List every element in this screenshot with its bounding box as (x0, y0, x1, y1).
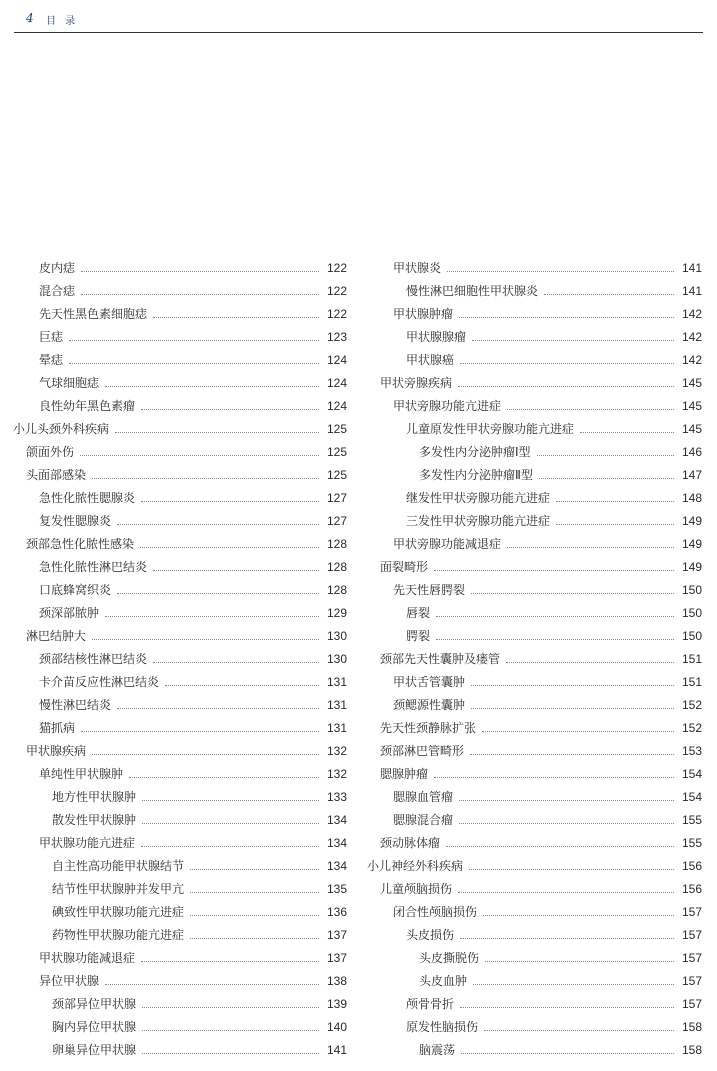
dot-leader (141, 960, 319, 962)
dot-leader (105, 615, 319, 617)
toc-entry-title: 地方性甲状腺肿 (52, 790, 137, 804)
toc-entry[interactable] (13, 763, 347, 786)
toc-entry[interactable] (13, 947, 347, 970)
toc-entry[interactable] (367, 855, 702, 878)
toc-entry-title: 颈部急性化脓性感染 (26, 537, 135, 551)
dot-leader (141, 408, 319, 410)
toc-right-column (367, 257, 702, 1062)
toc-entry-title: 甲状腺功能减退症 (39, 951, 136, 965)
toc-entry-title: 甲状旁腺疾病 (380, 376, 453, 390)
toc-entry[interactable] (367, 326, 702, 349)
toc-entry-page: 149 (681, 514, 702, 528)
toc-entry-title: 甲状旁腺功能减退症 (393, 537, 502, 551)
dot-leader (469, 868, 674, 870)
toc-entry-page: 151 (681, 652, 702, 666)
toc-entry-page: 158 (681, 1020, 702, 1034)
dot-leader (80, 454, 319, 456)
toc-entry-page: 134 (326, 813, 347, 827)
toc-entry[interactable] (13, 418, 347, 441)
toc-entry-page: 137 (326, 951, 347, 965)
toc-entry[interactable] (367, 1016, 702, 1039)
dot-leader (105, 983, 319, 985)
toc-entry-page: 132 (326, 767, 347, 781)
toc-entry-title: 晕痣 (39, 353, 64, 367)
dot-leader (117, 523, 319, 525)
dot-leader (117, 707, 319, 709)
toc-entry-title: 淋巴结肿大 (26, 629, 87, 643)
toc-entry[interactable] (367, 602, 702, 625)
dot-leader (129, 776, 319, 778)
toc-entry[interactable] (13, 372, 347, 395)
dot-leader (556, 500, 674, 502)
toc-entry-page: 140 (326, 1020, 347, 1034)
dot-leader (69, 339, 319, 341)
toc-entry[interactable] (13, 303, 347, 326)
toc-entry-page: 156 (681, 859, 702, 873)
toc-entry-title: 巨痣 (39, 330, 64, 344)
toc-entry-title: 甲状腺炎 (393, 261, 442, 275)
toc-entry[interactable] (367, 441, 702, 464)
toc-entry[interactable] (367, 510, 702, 533)
toc-entry-title: 腭裂 (406, 629, 431, 643)
toc-entry[interactable] (367, 487, 702, 510)
toc-entry-page: 124 (326, 353, 347, 367)
toc-entry-title: 口底蜂窝织炎 (39, 583, 112, 597)
toc-entry-page: 141 (681, 261, 702, 275)
toc-entry-title: 散发性甲状腺肿 (52, 813, 137, 827)
toc-entry-page: 128 (326, 560, 347, 574)
toc-entry[interactable] (13, 602, 347, 625)
dot-leader (81, 730, 319, 732)
toc-entry-title: 颈部先天性囊肿及瘘管 (380, 652, 501, 666)
toc-entry-title: 三发性甲状旁腺功能亢进症 (406, 514, 551, 528)
toc-entry-page: 155 (681, 813, 702, 827)
dot-leader (142, 1029, 319, 1031)
toc-entry-page: 133 (326, 790, 347, 804)
toc-entry-page: 129 (326, 606, 347, 620)
toc-entry-page: 131 (326, 721, 347, 735)
toc-entry[interactable] (367, 740, 702, 763)
toc-entry-title: 结节性甲状腺肿并发甲亢 (52, 882, 185, 896)
toc-entry-page: 130 (326, 629, 347, 643)
dot-leader (153, 316, 319, 318)
toc-entry-title: 头皮撕脱伤 (419, 951, 480, 965)
section-title: 目 录 (46, 16, 79, 27)
dot-leader (117, 592, 319, 594)
toc-entry-page: 138 (326, 974, 347, 988)
dot-leader (81, 270, 319, 272)
dot-leader (92, 477, 319, 479)
toc-entry-page: 153 (681, 744, 702, 758)
dot-leader (471, 684, 674, 686)
dot-leader (141, 500, 319, 502)
toc-entry[interactable] (367, 878, 702, 901)
toc-entry-title: 颈动脉体瘤 (380, 836, 441, 850)
toc-entry[interactable] (367, 694, 702, 717)
dot-leader (434, 776, 674, 778)
dot-leader (446, 845, 674, 847)
toc-entry[interactable] (13, 257, 347, 280)
toc-entry-title: 药物性甲状腺功能亢进症 (52, 928, 185, 942)
dot-leader (460, 1006, 674, 1008)
toc-entry-title: 急性化脓性淋巴结炎 (39, 560, 148, 574)
toc-entry-page: 157 (681, 997, 702, 1011)
toc-entry-title: 颈部结核性淋巴结炎 (39, 652, 148, 666)
toc-entry[interactable] (367, 464, 702, 487)
toc-entry-page: 157 (681, 905, 702, 919)
toc-entry-title: 甲状腺肿瘤 (393, 307, 454, 321)
toc-entry-page: 150 (681, 629, 702, 643)
dot-leader (142, 822, 319, 824)
dot-leader (115, 431, 319, 433)
toc-entry-title: 碘致性甲状腺功能亢进症 (52, 905, 185, 919)
toc-entry-page: 122 (326, 284, 347, 298)
toc-entry[interactable] (13, 533, 347, 556)
toc-entry-title: 甲状舌管囊肿 (393, 675, 466, 689)
dot-leader (458, 891, 674, 893)
toc-entry[interactable] (367, 533, 702, 556)
dot-leader (69, 362, 319, 364)
toc-entry-page: 142 (681, 330, 702, 344)
dot-leader (470, 753, 674, 755)
toc-entry[interactable] (13, 901, 347, 924)
dot-leader (190, 914, 319, 916)
toc-entry[interactable] (367, 280, 702, 303)
toc-entry[interactable] (13, 924, 347, 947)
toc-entry-page: 145 (681, 399, 702, 413)
toc-entry-title: 头皮损伤 (406, 928, 455, 942)
toc-entry[interactable] (13, 717, 347, 740)
toc-entry-title: 多发性内分泌肿瘤Ⅰ型 (419, 445, 531, 459)
dot-leader (105, 385, 319, 387)
dot-leader (459, 799, 674, 801)
toc-entry[interactable] (367, 832, 702, 855)
toc-entry-page: 131 (326, 698, 347, 712)
toc-entry[interactable] (13, 395, 347, 418)
dot-leader (580, 431, 674, 433)
toc-entry-title: 颈鳃源性囊肿 (393, 698, 466, 712)
dot-leader (507, 408, 674, 410)
toc-entry[interactable] (367, 395, 702, 418)
toc-entry[interactable] (13, 349, 347, 372)
toc-entry[interactable] (367, 901, 702, 924)
toc-entry-page: 149 (681, 560, 702, 574)
toc-entry-page: 148 (681, 491, 702, 505)
toc-entry[interactable] (13, 878, 347, 901)
dot-leader (447, 270, 674, 272)
toc-entry[interactable] (13, 786, 347, 809)
toc-entry[interactable] (13, 855, 347, 878)
toc-entry-page: 142 (681, 307, 702, 321)
toc-entry-title: 小儿头颈外科疾病 (13, 422, 110, 436)
toc-entry-title: 卵巢异位甲状腺 (52, 1043, 137, 1057)
dot-leader (190, 868, 319, 870)
toc-entry-title: 颅骨骨折 (406, 997, 455, 1011)
dot-leader (460, 937, 674, 939)
dot-leader (190, 891, 319, 893)
toc-entry[interactable] (367, 372, 702, 395)
toc-entry-page: 128 (326, 583, 347, 597)
toc-entry[interactable] (13, 326, 347, 349)
toc-entry[interactable] (367, 717, 702, 740)
toc-entry-page: 157 (681, 974, 702, 988)
running-header (14, 10, 703, 33)
dot-leader (556, 523, 674, 525)
toc-entry-page: 123 (326, 330, 347, 344)
dot-leader (81, 293, 319, 295)
toc-entry-page: 125 (326, 445, 347, 459)
toc-entry-page: 142 (681, 353, 702, 367)
toc-entry[interactable] (13, 556, 347, 579)
toc-entry[interactable] (13, 694, 347, 717)
toc-entry-title: 颈深部脓肿 (39, 606, 100, 620)
toc-entry[interactable] (13, 1039, 347, 1062)
toc-entry-page: 157 (681, 951, 702, 965)
dot-leader (141, 845, 319, 847)
toc-entry-page: 150 (681, 606, 702, 620)
toc-entry-title: 甲状腺功能亢进症 (39, 836, 136, 850)
toc-entry-title: 良性幼年黑色素瘤 (39, 399, 136, 413)
dot-leader (142, 799, 319, 801)
toc-entry-page: 132 (326, 744, 347, 758)
toc-entry-page: 125 (326, 422, 347, 436)
toc-entry-title: 复发性腮腺炎 (39, 514, 112, 528)
toc-entry-title: 腮腺肿瘤 (380, 767, 429, 781)
dot-leader (92, 753, 319, 755)
toc-entry-title: 头皮血肿 (419, 974, 468, 988)
toc-entry-title: 颈部异位甲状腺 (52, 997, 137, 1011)
toc-entry[interactable] (367, 556, 702, 579)
toc-entry-title: 小儿神经外科疾病 (367, 859, 464, 873)
toc-entry[interactable] (13, 510, 347, 533)
toc-entry-title: 颈部淋巴管畸形 (380, 744, 465, 758)
toc-entry[interactable] (367, 1039, 702, 1062)
toc-entry-page: 152 (681, 721, 702, 735)
toc-entry-title: 腮腺血管瘤 (393, 790, 454, 804)
toc-entry-title: 脑震荡 (419, 1043, 456, 1057)
toc-entry[interactable] (13, 740, 347, 763)
dot-leader (140, 546, 319, 548)
toc-entry-title: 自主性高功能甲状腺结节 (52, 859, 185, 873)
toc-entry[interactable] (13, 625, 347, 648)
page-number: 4 (26, 11, 34, 25)
toc-entry-title: 甲状旁腺功能亢进症 (393, 399, 502, 413)
toc-entry-page: 151 (681, 675, 702, 689)
toc-entry-page: 124 (326, 399, 347, 413)
dot-leader (165, 684, 319, 686)
toc-entry[interactable] (367, 970, 702, 993)
toc-entry-page: 150 (681, 583, 702, 597)
toc-entry-page: 146 (681, 445, 702, 459)
dot-leader (471, 592, 674, 594)
toc-entry[interactable] (13, 993, 347, 1016)
toc-entry-title: 原发性脑损伤 (406, 1020, 479, 1034)
dot-leader (190, 937, 319, 939)
dot-leader (507, 546, 674, 548)
toc-entry[interactable] (367, 648, 702, 671)
toc-entry-title: 先天性黑色素细胞痣 (39, 307, 148, 321)
dot-leader (153, 569, 319, 571)
toc-entry-page: 145 (681, 376, 702, 390)
toc-entry[interactable] (367, 671, 702, 694)
toc-entry-title: 异位甲状腺 (39, 974, 100, 988)
toc-entry[interactable] (367, 993, 702, 1016)
toc-entry-title: 面裂畸形 (380, 560, 429, 574)
toc-entry-title: 先天性颈静脉扩张 (380, 721, 477, 735)
toc-entry[interactable] (13, 579, 347, 602)
dot-leader (434, 569, 674, 571)
toc-entry[interactable] (13, 464, 347, 487)
toc-entry[interactable] (13, 441, 347, 464)
toc-entry-title: 颌面外伤 (26, 445, 75, 459)
dot-leader (537, 454, 674, 456)
dot-leader (485, 960, 674, 962)
toc-entry-page: 139 (326, 997, 347, 1011)
toc-entry[interactable] (13, 671, 347, 694)
toc-entry-page: 134 (326, 836, 347, 850)
toc-entry[interactable] (367, 625, 702, 648)
toc-entry[interactable] (13, 1016, 347, 1039)
toc-entry-page: 156 (681, 882, 702, 896)
toc-entry-page: 137 (326, 928, 347, 942)
dot-leader (458, 385, 674, 387)
toc-entry[interactable] (13, 809, 347, 832)
dot-leader (506, 661, 674, 663)
toc-entry[interactable] (367, 349, 702, 372)
toc-entry-title: 混合痣 (39, 284, 76, 298)
dot-leader (459, 316, 674, 318)
toc-entry-title: 慢性淋巴细胞性甲状腺炎 (406, 284, 539, 298)
toc-entry[interactable] (367, 947, 702, 970)
toc-entry[interactable] (367, 418, 702, 441)
toc-entry-title: 儿童颅脑损伤 (380, 882, 453, 896)
toc-entry[interactable] (13, 648, 347, 671)
dot-leader (436, 615, 674, 617)
toc-entry[interactable] (367, 763, 702, 786)
dot-leader (544, 293, 674, 295)
toc-entry-page: 141 (681, 284, 702, 298)
dot-leader (459, 822, 674, 824)
toc-left-column (13, 257, 347, 1062)
dot-leader (482, 730, 674, 732)
dot-leader (153, 661, 319, 663)
toc-entry[interactable] (367, 924, 702, 947)
dot-leader (484, 1029, 674, 1031)
toc-entry-title: 急性化脓性腮腺炎 (39, 491, 136, 505)
toc-entry-page: 128 (326, 537, 347, 551)
toc-entry-page: 136 (326, 905, 347, 919)
toc-entry-page: 155 (681, 836, 702, 850)
toc-entry-page: 127 (326, 514, 347, 528)
toc-entry-page: 131 (326, 675, 347, 689)
toc-entry-page: 141 (326, 1043, 347, 1057)
dot-leader (483, 914, 674, 916)
toc-entry[interactable] (367, 257, 702, 280)
toc-entry-title: 腮腺混合瘤 (393, 813, 454, 827)
toc-entry-title: 气球细胞痣 (39, 376, 100, 390)
toc-entry-title: 慢性淋巴结炎 (39, 698, 112, 712)
toc-entry-title: 唇裂 (406, 606, 431, 620)
toc-entry-page: 125 (326, 468, 347, 482)
toc-entry-page: 124 (326, 376, 347, 390)
toc-entry-page: 158 (681, 1043, 702, 1057)
dot-leader (460, 362, 674, 364)
toc-entry[interactable] (13, 280, 347, 303)
toc-entry-title: 皮内痣 (39, 261, 76, 275)
dot-leader (142, 1052, 319, 1054)
toc-entry[interactable] (367, 786, 702, 809)
toc-entry-page: 134 (326, 859, 347, 873)
toc-entry-page: 122 (326, 261, 347, 275)
dot-leader (142, 1006, 319, 1008)
dot-leader (472, 339, 674, 341)
toc-entry-title: 闭合性颅脑损伤 (393, 905, 478, 919)
toc-entry-title: 单纯性甲状腺肿 (39, 767, 124, 781)
toc-entry-page: 154 (681, 767, 702, 781)
toc-entry-page: 157 (681, 928, 702, 942)
toc-entry-title: 甲状腺腺瘤 (406, 330, 467, 344)
toc-entry-title: 多发性内分泌肿瘤Ⅱ型 (419, 468, 533, 482)
dot-leader (461, 1052, 674, 1054)
toc-entry-title: 甲状腺癌 (406, 353, 455, 367)
toc-entry[interactable] (367, 579, 702, 602)
toc-entry-page: 127 (326, 491, 347, 505)
toc-entry[interactable] (367, 809, 702, 832)
dot-leader (436, 638, 674, 640)
toc-entry-page: 149 (681, 537, 702, 551)
toc-entry-page: 147 (681, 468, 702, 482)
dot-leader (473, 983, 674, 985)
toc-entry-page: 130 (326, 652, 347, 666)
toc-entry[interactable] (13, 832, 347, 855)
toc-entry-title: 甲状腺疾病 (26, 744, 87, 758)
toc-entry-page: 152 (681, 698, 702, 712)
dot-leader (539, 477, 674, 479)
toc-entry-title: 卡介苗反应性淋巴结炎 (39, 675, 160, 689)
toc-entry[interactable] (13, 970, 347, 993)
toc-entry-title: 先天性唇腭裂 (393, 583, 466, 597)
toc-entry[interactable] (367, 303, 702, 326)
dot-leader (471, 707, 674, 709)
dot-leader (92, 638, 319, 640)
toc-entry-title: 儿童原发性甲状旁腺功能亢进症 (406, 422, 575, 436)
toc-entry-page: 122 (326, 307, 347, 321)
toc-entry-title: 胸内异位甲状腺 (52, 1020, 137, 1034)
toc-entry-title: 继发性甲状旁腺功能亢进症 (406, 491, 551, 505)
toc-entry[interactable] (13, 487, 347, 510)
toc-entry-title: 头面部感染 (26, 468, 87, 482)
toc-entry-title: 猫抓病 (39, 721, 76, 735)
toc-entry-page: 135 (326, 882, 347, 896)
toc-entry-page: 145 (681, 422, 702, 436)
toc-entry-page: 154 (681, 790, 702, 804)
